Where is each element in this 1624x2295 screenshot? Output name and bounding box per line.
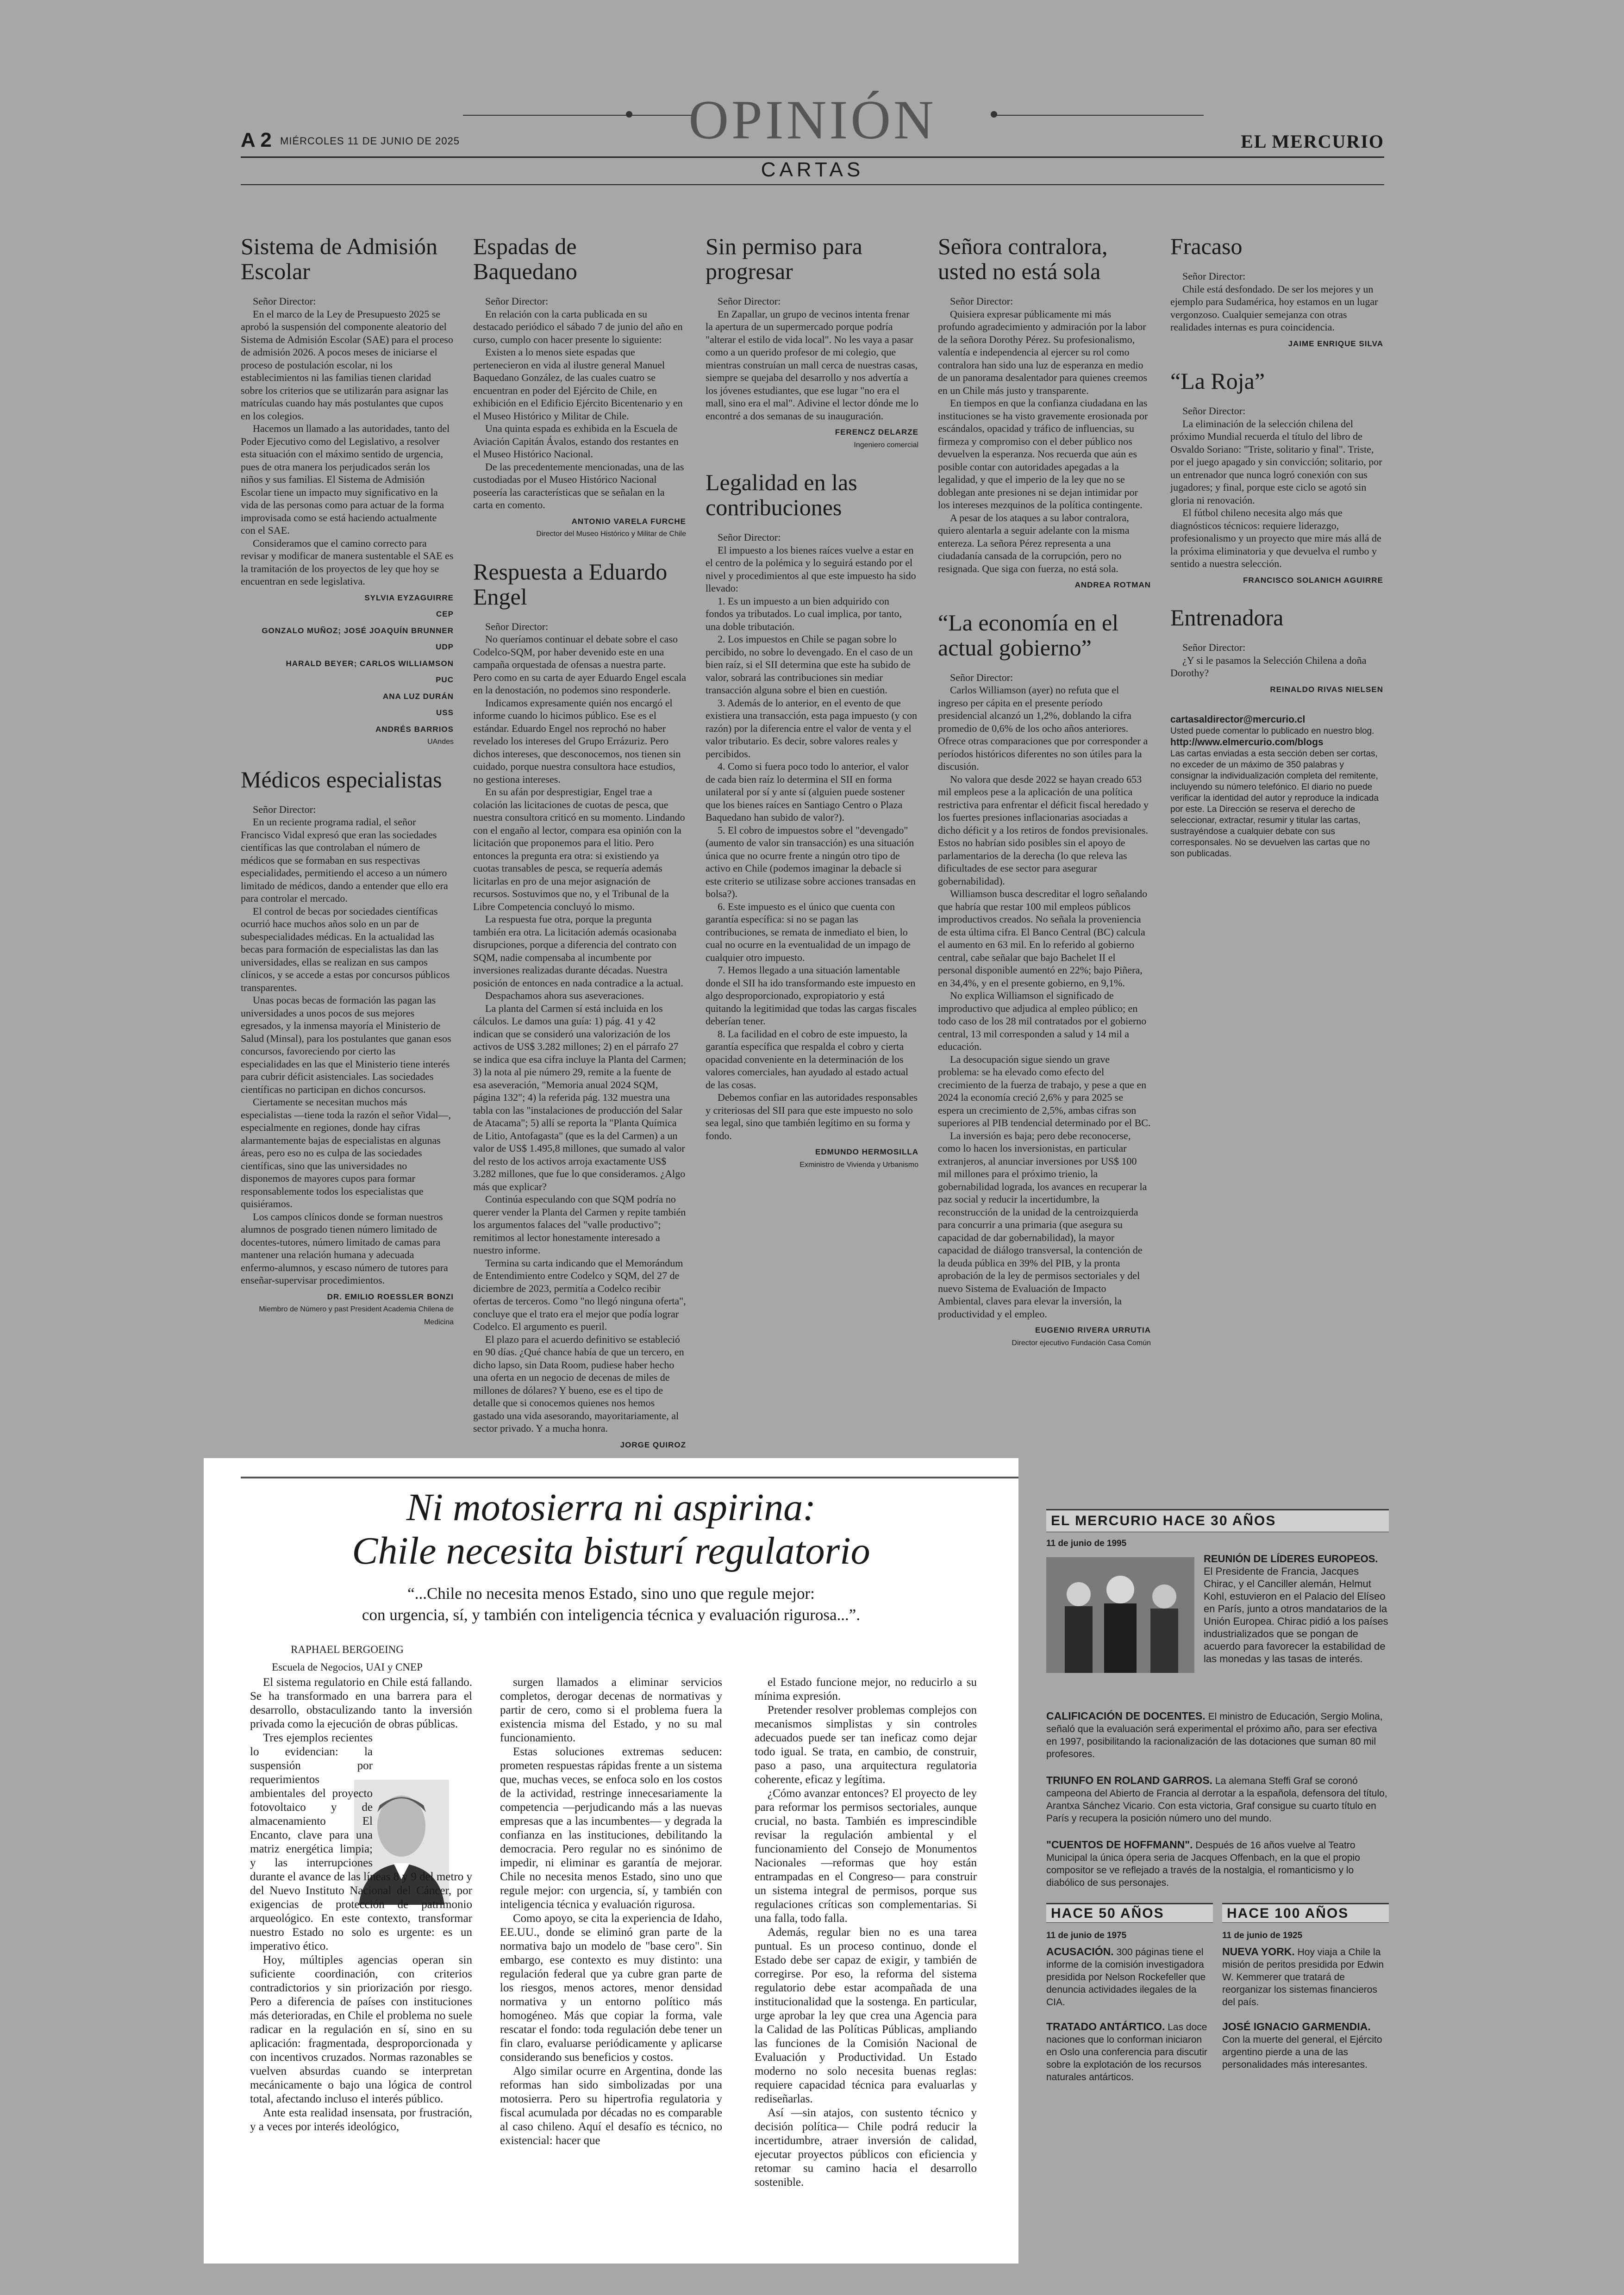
letter [938,610,1151,1368]
letter [1170,368,1383,605]
hace-30-item-text: La alemana Steffi Graf se coronó campeona del Abierto de Francia al derrotar a la española, defensora del título, Arantxa Sánchez Vicario. Con esta victoria, Graf consigue su cuarto título en París y recupera la posición número uno del mundo. [1046,1776,1387,1824]
hace-50-item [1046,2021,1213,2083]
hace-50-item-head: TRATADO ANTÁRTICO. [1046,2021,1165,2033]
letter-affiliation: Director ejecutivo Fundación Casa Común [1012,1339,1151,1347]
contact-policy: Las cartas enviadas a esta sección deben ser cortas, no exceder de un máximo de 350 palabras y consignar la individualización completa del remitente, incluyendo su número telefónico. El diario no puede verificar la identidad del autor y reproduce la indicada por este. La Dirección se reserva el derecho de seleccionar, extractar, resumir y titular las cartas, sustrayéndose a cualquier debate con sus corresponsales. No se devuelven las cartas que no son publicadas. [1170,749,1379,859]
letter-paragraph: 3. Además de lo anterior, en el evento de que existiera una transacción, esta paga impuesto (y con razón) por la diferencia entre el valor de venta y el valor tributario. Es decir, sobre valores reales y percibidos. [706,697,917,760]
letter-paragraph: 8. La facilidad en el cobro de este impuesto, la garantía específica que respalda el cobro y cierta opacidad conveniente en la determinación de los valores comerciales, han ayudado al estado actual de las cosas. [706,1028,908,1091]
article-byline [250,1641,444,1676]
letter-salutation: Señor Director: [1182,405,1246,417]
letter-spacer [1170,350,1383,368]
letter-paragraph: Williamson busca descreditar el logro señalando que habría que restar 100 mil empleos públicos improductivos creados. No señala la proveniencia de esta última cifra. El Banco Central (BC) calcula el aumento en 63 mil. En lo referido al gobierno central, cabe señalar que bajo Bachelet II el personal disponible aumentó en 22%; bajo Piñera, en 34,4%, y en el presente gobierno, en 9,1%. [938,888,1148,989]
header-divider [241,156,1384,158]
letter-salutation: Señor Director: [485,620,549,632]
letter-paragraph: En su afán por desprestigiar, Engel trae a colación las licitaciones de cuotas de pesca, que nuestra consultora criticó en su momento. Lindando con el engaño al lector, compara esa opinión con la licitación que proponemos para el litio. Pero entonces la pregunta era otra: si existiendo ya cuotas transables de pesca, se requería además licitarlas en pro de una mejor asignación de recursos. Sostuvimos que no, y el Tribunal de la Libre Competencia concluyó lo mismo. [473,786,685,912]
hace-30-items [1046,1710,1389,1889]
letter-salutation: Señor Director: [1182,270,1246,282]
article-top-rule [241,1477,1018,1478]
letter-salutation: Señor Director: [485,295,549,307]
letter-paragraph: Termina su carta indicando que el Memorándum de Entendimiento entre Codelco y SQM, del 27 de diciembre de 2023, permitía a Codelco recibir ofertas de terceros. Como "no llegó ninguna oferta", concluye que el trato era el mejor que podía lograr Codelco. El argumento es pueril. [473,1257,686,1332]
letter-paragraph: No explica Williamson el significado de improductivo que adjudica al empleo público; en todo caso de los 28 mil contratados por el gobierno central, 13 mil corresponden a salud y 14 mil a educación. [938,990,1147,1052]
hace-50-item-text: 300 páginas tiene el informe de la comisión investigadora presidida por Nelson Rockefeller que denuncia actividades ilegales de la CIA. [1046,1947,1206,2008]
letter [473,559,686,1503]
letter-paragraph: En Zapallar, un grupo de vecinos intenta frenar la apertura de un supermercado porque podría "alterar el estilo de vida local". No les vaya a pasar como a un querido profesor de mi colegio, que mientras construían un mall cerca de nuestras casas, siempre se quejaba del desarrollo y nos advertía a los jóvenes estudiantes, que ese lugar "no era el mall, sino era el mal". Adivine el lector dónde me lo encontré a dos semanas de su inauguración. [706,308,918,422]
pull-quote-line-1: “...Chile no necesita menos Estado, sino uno que regule mejor: [407,1584,815,1603]
letters-column-3 [706,234,918,1190]
letter-spacer [241,748,454,767]
article-paragraph: ¿Cómo avanzar entonces? El proyecto de ley para reformar los permisos sectoriales, aunque crucial, no basta. También es imprescindible revisar la regulación ambiental y el funcionamiento del Consejo de Monumentos Nacionales —reformas que hoy están entrampadas en el Congreso— para construir un sistema integral de permisos, porque sus regulaciones críticas son complementarias. Si una falla, todo falla. [755,1787,977,1925]
hace-100-item-head: JOSÉ IGNACIO GARMENDIA. [1222,2021,1371,2033]
contact-block [1170,714,1383,860]
letter-paragraph: La inversión es baja; pero debe reconocerse, como lo hacen los inversionistas, en particular extranjeros, al anunciar inversiones por US$ 100 mil millones para el próximo trienio, la gobernabilidad lograda, los avances en recuperar la paz social y reducir la incertidumbre, la reconstrucción de la unidad de la centroizquierda para concurrir a una primaria (que asegura su capacidad de dar gobernabilidad), la mayor capacidad de diálogo transversal, la contención de la deuda pública en 39% del PIB, y la pronta aprobación de la ley de permisos sectoriales y del nuevo Sistema de Evaluación de Impacto Ambiental, claves para elevar la inversión, la productividad y el empleo. [938,1129,1147,1320]
letter-paragraph: La desocupación sigue siendo un grave problema: se ha elevado como efecto del crecimiento de la fuerza de trabajo, y pese a que en 2024 la economía creció 2,6% y para 2025 se espera un crecimiento de 2,5%, ambas cifras son superiores al PIB tendencial determinado por el BC. [938,1053,1151,1129]
letter-spacer [1170,586,1383,605]
letter-paragraph: Quisiera expresar públicamente mi más profundo agradecimiento y admiración por la labor de la señora Dorothy Pérez. Su profesionalismo, valentía e independencia al ejercer su rol como contralora han sido una luz de esperanza en medio de un panorama desalentador para quienes creemos en un Chile más justo y transparente. [938,308,1148,396]
letter-spacer [241,1328,454,1347]
letter-title: Legalidad en las contribuciones [706,469,857,520]
subsection-title: CARTAS [761,158,864,181]
section-title: OPINIÓN [688,89,937,150]
hace-50-item [1046,1946,1213,2008]
letter-signature: CEP [436,610,454,618]
history-sidebar [1046,1509,1389,2162]
hace-30-date: 11 de junio de 1995 [1046,1539,1127,1548]
letter-paragraph: 7. Hemos llegado a una situación lamentable donde el SII ha ido transformando este impuesto en algo desproporcionado, expropiatorio y está quitando la legitimidad que todas las cargas fiscales deberían tener. [706,964,917,1027]
letter-signature: ANDRÉS BARRIOS [375,724,454,734]
letter [473,234,686,559]
letter-paragraph: Hacemos un llamado a las autoridades, tanto del Poder Ejecutivo como del Legislativo, a resolver esta situación con el máximo sentido de urgencia, pues de otra manera los perjudicados serán los niños y sus familias. El Sistema de Admisión Escolar tiene un impacto muy significativo en la vida de las personas como para actuar de la forma improvisada como se está haciendo actualmente con el SAE. [241,423,450,536]
hace-50-block [1046,1903,1213,2095]
letter-signature: EUGENIO RIVERA URRUTIA [1035,1326,1151,1335]
letter-signature: SYLVIA EYZAGUIRRE [364,593,454,602]
letter-salutation: Señor Director: [253,803,316,815]
article-column-1 [250,1676,472,2134]
letter-paragraph: La respuesta fue otra, porque la pregunta también era otra. La licitación además ocasionaba disrupciones, porque a diferencia del contrato con SQM, nadie compensaba al incumbente por inversiones realizadas durante décadas. Nuestra posición de entonces en nada contradice a la actual. [473,913,683,989]
letter-paragraph: Una quinta espada es exhibida en la Escuela de Aviación Capitán Ávalos, estando dos restantes en el Museo Histórico Nacional. [473,423,679,460]
letter-paragraph: 2. Los impuestos en Chile se pagan sobre lo percibido, no sobre lo devengado. En el caso de un bien raíz, si el SII determina que este ha subido de valor, sobrará las contribuciones sin mediar transacción alguna sobre el bien en cuestión. [706,633,913,696]
letter-paragraph: Ciertamente se necesitan muchos más especialistas —tiene toda la razón el señor Vidal—, especialmente en regiones, donde hay cifras alarmantemente bajas de especialistas en algunas áreas, pero eso no es culpa de las sociedades científicas, sino que las universidades no disponemos de mayores cupos para formar responsablemente todos los especialistas que quisiéramos. [241,1096,451,1210]
hace-100-item-text: Hoy viaja a Chile la misión de peritos presidida por Edwin W. Kemmerer que tratará de reorganizar los sistemas financieros del país. [1222,1947,1384,2008]
letter-signature: ANTONIO VARELA FURCHE [571,517,686,526]
letter-signature: DR. EMILIO ROESSLER BONZI [327,1292,454,1301]
article-paragraph: Pretender resolver problemas complejos con mecanismos simplistas y sin controles adecuados puede ser tan ineficaz como dejar todo igual. Se trata, en cambio, de construir, paso a paso, una arquitectura regulatoria coherente, eficaz y legítima. [755,1704,977,1786]
letters-column-4 [938,234,1151,1368]
page-number: A 2 [241,129,272,151]
article-paragraph: Además, regular bien no es una tarea puntual. Es un proceso continuo, donde el Estado debe ser capaz de exigir, y también de corregirse. Por eso, la reforma del sistema regulatorio debe estar acompañada de una institucionalidad que la sostenga. En particular, urge aprobar la ley que crea una Agencia para la Calidad de las Políticas Públicas, ampliando las funciones de la Comisión Nacional de Evaluación y Productividad. Un Estado moderno no solo necesita buenas reglas: requiere capacidad técnica para evaluarlas y rediseñarlas. [755,1926,977,2105]
letter-title: Sin permiso para progresar [706,233,862,284]
contact-blog-url: http://www.elmercurio.com/blogs [1170,737,1324,748]
article-paragraph: El sistema regulatorio en Chile está fallando. Se ha transformado en una barrera para el desarrollo, obstaculizando tanto la inversión privada como la ejecución de obras públicas. [250,1676,472,1730]
letter-paragraph: Existen a lo menos siete espadas que pertenecieron en vida al ilustre general Manuel Baquedano González, de las cuales cuatro se encuentran en poder del Ejército de Chile, en exhibición en el Edificio Ejército Bicentenario y en el Museo Histórico y Militar de Chile. [473,346,683,422]
letter-title: Médicos especialistas [241,766,442,792]
hace-30-item [1046,1774,1389,1825]
article-paragraph: Algo similar ocurre en Argentina, donde las reformas han sido simbolizadas por una motosierra. Pero su hipertrofia regulatoria y fiscal acumulada por décadas no es comparable al caso chileno. Aquí el desafío es técnico, no existencial: hacer que [500,2065,722,2147]
letter [241,234,454,767]
hace-30-lead-body: El Presidente de Francia, Jacques Chirac, y el Canciller alemán, Helmut Kohl, estuvieron en el Palacio del Elíseo en París, junto a otros mandatarios de la Unión Europea. Chirac pidió a los países industrializados que se pongan de acuerdo para favorecer la estabilidad de las monedas y las tasas de interés. [1204,1565,1388,1665]
letter-affiliation: Ingeniero comercial [854,441,918,449]
letter-paragraph: 6. Este impuesto es el único que cuenta con garantía específica: si no se pagan las contribuciones, se remata de inmediato el bien, lo cual no ocurre en la eventualidad de un impago de cualquier otro impuesto. [706,900,911,963]
article-paragraph: Hoy, múltiples agencias operan sin suficiente coordinación, con criterios contradictorios y sin priorización por riesgo. Pero a diferencia de países con instituciones más deterioradas, en Chile el problema no suele radicar en la regulación en sí, sino en su aplicación: fragmentada, desproporcionada y con incentivos cruzados. Normas razonables se vuelven absurdas cuando se interpretan mecánicamente o bajo una lógica de control total, afectando incluso el interés público. [250,1954,472,2105]
article-pull-quote [204,1583,1018,1626]
letter-affiliation: Exministro de Vivienda y Urbanismo [800,1160,918,1169]
letter-spacer [473,541,686,559]
letter-paragraph: 5. El cobro de impuestos sobre el "devengado" (aumento de valor sin transacción) es una situación única que no ocurre frente a ningún otro tipo de activo en Chile (podemos imaginar la debacle si este criterio se utilizase sobre acciones transadas en bolsa?). [706,824,916,899]
hace-100-item-head: NUEVA YORK. [1222,1946,1295,1958]
letter-paragraph: ¿Y si le pasamos la Selección Chilena a doña Dorothy? [1170,654,1367,679]
article-paragraph: Así —sin atajos, con sustento técnico y decisión política— Chile podrá reducir la incertidumbre, atraer inversión de calidad, ejecutar proyectos públicos con eficiencia y retomar su camino hacia el desarrollo sostenible. [755,2107,977,2189]
history-bottom [1046,1903,1389,2162]
letter-paragraph: 1. Es un impuesto a un bien adquirido con fondos ya tributados. Lo cual implica, por tanto, una doble tributación. [706,595,902,632]
hace-50-date: 11 de junio de 1975 [1046,1931,1127,1940]
letter [1170,234,1383,368]
letter-salutation: Señor Director: [950,671,1013,683]
hace-100-items [1222,1946,1389,2071]
photo-wrap-spacer [373,1734,472,1857]
letter-paragraph: Debemos confiar en las autoridades responsables y criteriosas del SII para que este impuesto no solo sea legal, sino que también legítimo en su forma y fondo. [706,1091,918,1141]
letter-paragraph: El fútbol chileno necesita algo más que diagnósticos técnicos: requiere liderazgo, profesionalismo y un proyecto que mire más allá de la próxima eliminatoria y que devuelva el rumbo y sentido a nuestra selección. [1170,507,1381,569]
article-paragraph: Ante esta realidad insensata, por frustración, y a veces por interés ideológico, [250,2107,472,2133]
letter-signature: ANDREA ROTMAN [1074,580,1151,589]
letter-signature: FERENCZ DELARZE [835,428,918,437]
letter-signature: ANA LUZ DURÁN [382,692,454,701]
hace-50-items [1046,1946,1213,2083]
letter-affiliation: Miembro de Número y past President Academia Chilena de Medicina [259,1305,454,1326]
hace-50-item-head: ACUSACIÓN. [1046,1946,1114,1958]
letter-salutation: Señor Director: [718,531,781,543]
letter-signature: UDP [436,642,454,651]
letter-paragraph: En un reciente programa radial, el señor Francisco Vidal expresó que eran las sociedades científicas las que controlaban el número de médicos que se formaban en sus respectivas especialidades, permitiendo el acceso a un número limitado de médicos, dando a entender que ello era para controlar el mercado. [241,816,448,904]
letter-signature: JORGE QUIROZ [620,1440,686,1449]
article-title-line-2: Chile necesita bisturí regulatorio [352,1529,870,1572]
hace-100-item [1222,1946,1389,2008]
hace-30-lead [1046,1553,1389,1710]
article-title-line-1: Ni motosierra ni aspirina: [406,1486,816,1529]
letter-paragraph: No valora que desde 2022 se hayan creado 653 mil empleos pese a la aplicación de una política restrictiva para enfrentar el déficit fiscal heredado y los fuertes presiones inflacionarias asociadas a dicho déficit y a los retiros de fondos previsionales. Estos no habrían sido posibles sin el apoyo de parlamentarios de la derecha (lo que releva las dificultades de ese sector para asegurar gobernabilidad). [938,773,1149,887]
letter-title: Respuesta a Eduardo Engel [473,558,668,610]
letter [1170,605,1383,714]
letter-paragraph: Unas pocas becas de formación las pagan las universidades a unos pocos de sus mejores egresados, y la inmensa mayoría el Ministerio de Salud (Minsal), para los postulantes que ganan esos concursos, favoreciendo por cierto las especialidades en las que el Ministerio tiene interés para cubrir déficit asistenciales. Las sociedades científicas no participan en dichos concursos. [241,994,451,1095]
article-column-3 [755,1676,977,2189]
newspaper-brand: EL MERCURIO [1241,131,1384,152]
hace-30-item-text: El ministro de Educación, Sergio Molina, señaló que la evaluación será experimental el próximo año, para ser efectiva en 1997, posibilitando la racionalización de las dotaciones que suman 80 mil profesores. [1046,1711,1383,1759]
letter-paragraph: Indicamos expresamente quién nos encargó el informe cuando lo hicimos público. Ese es el estándar. Eduardo Engel nos reprochó no haber revelado los intereses del Grupo Errázuriz. Pero dichos intereses, que desconocemos, nos tienen sin cuidado, porque nuestra consultora hace estudios, no gestiona intereses. [473,697,681,785]
letter-salutation: Señor Director: [950,295,1013,307]
article-paragraph: Tres ejemplos recientes lo evidencian: la suspensión por requerimientos ambientales del proyecto fotovoltaico y de almacenamiento El Encanto, clave para una matriz energética limpia; y las interrupciones durante el avance de las líneas 8 y 9 del metro y del Nuevo Instituto Nacional del Cáncer, por exigencias de protección de patrimonio arqueológico. En este contexto, transformar nuestro Estado no solo es urgente: es un imperativo ético. [250,1732,472,1952]
letter-salutation: Señor Director: [1182,642,1246,653]
hace-30-lead-head: REUNIÓN DE LÍDERES EUROPEOS. [1204,1553,1378,1565]
hace-100-header: HACE 100 AÑOS [1222,1903,1389,1923]
letter-paragraph: Consideramos que el camino correcto para revisar y modificar de manera sustentable el SAE es la tramitación de los proyectos de ley que hoy se encuentran en sede legislativa. [241,537,454,587]
hace-30-item [1046,1710,1389,1760]
pull-quote-line-2: con urgencia, sí, y también con inteligencia técnica y evaluación rigurosa...”. [362,1606,861,1624]
hace-100-date: 11 de junio de 1925 [1222,1931,1303,1940]
letters-column-5 [1170,234,1383,860]
author-affiliation: Escuela de Negocios, UAI y CNEP [272,1661,423,1673]
letter [938,234,1151,610]
hace-30-item-head: "CUENTOS DE HOFFMANN". [1046,1839,1193,1851]
hace-30-item-head: CALIFICACIÓN DE DOCENTES. [1046,1710,1206,1722]
leaders-photo-icon [1046,1557,1194,1673]
letter-paragraph: La planta del Carmen sí está incluida en los cálculos. Le damos una guía: 1) pág. 41 y 42 indican que se consideró una valorización de los activos de US$ 3.282 millones; 2) en el párrafo 27 se indica que esa cifra incluye la Planta del Carmen; 3) la nota al pie número 29, remite a la fuente de esa aseveración, "Memoria anual 2024 SQM, página 132"; 4) la referida pág. 132 muestra una tabla con las "instalaciones de producción del Salar de Atacama"; 5) allí se reporta la "Planta Química de Litio, Antofagasta" (que es la del Carmen) a un valor de US$ 1.495,8 millones, que sumado al valor del resto de los activos arroja exactamente US$ 3.282 millones, que fue lo que consideramos. ¿Algo más que explicar? [473,1002,686,1192]
hace-100-item [1222,2021,1389,2071]
letter-paragraph: La eliminación de la selección chilena del próximo Mundial recuerda el título del libro de Osvaldo Soriano: "Triste, solitario y final". Triste, por el juego apagado y sin convicción; solitario, por un entrenador que nunca logró conexión con sus jugadores; y final, porque este ciclo se agotó sin gloria ni renovación. [1170,418,1382,506]
article-paragraph: el Estado funcione mejor, no reducirlo a su mínima expresión. [755,1676,977,1703]
letter-paragraph: El impuesto a los bienes raíces vuelve a estar en el centro de la polémica y lo seguirá estando por el nivel y procedimientos al que este impuesto ha sido llevado: [706,544,916,594]
hace-100-item-text: Con la muerte del general, el Ejército argentino pierde a una de las personalidades más interesantes. [1222,2034,1382,2070]
letter-spacer [938,592,1151,610]
letter-paragraph: De las precedentemente mencionadas, una de las custodiadas por el Museo Histórico Nacional poseería las características que se señalan en la carta en comento. [473,461,684,511]
letter-signature: REINALDO RIVAS NIELSEN [1270,685,1383,694]
letter-paragraph: No queríamos continuar el debate sobre el caso Codelco-SQM, por haber devenido este en una campaña orquestada de ofensas a nuestra parte. Pero como en su carta de ayer Eduardo Engel escala en la denostación, no podemos sino responderle. [473,633,686,696]
letter-salutation: Señor Director: [253,295,316,307]
hace-50-header: HACE 50 AÑOS [1046,1903,1213,1923]
article-paragraph: Estas soluciones extremas seducen: prometen respuestas rápidas frente a un sistema que, muchas veces, se enfoca solo en los costos de la actividad, restringe innecesariamente la competencia —perjudicando más a las nuevas empresas que a las incumbentes— y degrada la confianza en las instituciones, debilitando la democracia. Pero regular no es sinónimo de impedir, ni eliminar es garantía de mejorar. Chile no necesita menos Estado, sino uno que regule mejor: con urgencia, sí, y también con inteligencia técnica y evaluación rigurosa. [500,1746,722,1911]
opinion-article [204,1458,1018,2264]
newspaper-page [241,89,1384,1449]
letter-paragraph: Continúa especulando con que SQM podría no querer vender la Planta del Carmen y repite también los argumentos falaces del "valle productivo"; remitimos al lector honestamente interesado a nuestro informe. [473,1193,686,1256]
letter-signature: EDMUNDO HERMOSILLA [815,1148,918,1156]
letter-paragraph: El control de becas por sociedades científicas ocurrió hace muchos años solo en un par de subespecialidades médicas. En la actualidad las becas para formación de especialistas las dan las universidades, ellas se realizan en sus campos clínicos, y se accede a estas por concursos públicos transparentes. [241,905,450,993]
hace-50-item-text: Las doce naciones que lo conforman iniciaron en Oslo una conferencia para discutir sobre la explotación de los recursos naturales antárticos. [1046,2022,1207,2083]
letters-column-1 [241,234,454,1347]
contact-blog-note: Usted puede comentar lo publicado en nuestro blog. [1170,726,1374,736]
letter-affiliation: UAndes [427,738,454,746]
letter-title: Sistema de Admisión Escolar [241,233,437,284]
hace-30-item [1046,1839,1389,1889]
article-title [204,1486,1018,1573]
hace-30-lead-text [1204,1553,1389,1665]
letter-paragraph: A pesar de los ataques a su labor contralora, quiero alentarla a seguir adelante con la misma entereza. La señora Pérez representa a una ciudadanía cansada de la corrupción, pero no resignada. Que siga con fuerza, no está sola. [938,511,1130,574]
letter-spacer [706,451,918,470]
letter-spacer [1170,696,1383,714]
hace-100-block [1222,1903,1389,2083]
letter-signature: USS [436,708,454,717]
letter-paragraph: El plazo para el acuerdo definitivo se estableció en 90 días. ¿Qué chance había de que un tercero, en dicho lapso, sin Data Room, pudiese haber hecho una oferta en un negocio de decenas de miles de millones de dólares? Y bueno, ese es el tipo de detalle que si conocemos quienes nos hemos gastado una vida asesorando, mayoritariamente, al sector privado. Y a mucha honra. [473,1333,684,1434]
letter-title: “La economía en el actual gobierno” [938,609,1119,661]
hace-30-header: EL MERCURIO HACE 30 AÑOS [1046,1509,1389,1532]
letter-spacer [938,1349,1151,1368]
page-date: MIÉRCOLES 11 DE JUNIO DE 2025 [280,135,460,147]
letter-salutation: Señor Director: [718,295,781,307]
letter-title: Fracaso [1170,233,1243,259]
letter-signature: GONZALO MUÑOZ; JOSÉ JOAQUÍN BRUNNER [262,626,454,635]
letter-paragraph: En relación con la carta publicada en su destacado periódico el sábado 7 de junio del año en curso, cumplo con hacer presente lo siguiente: [473,308,683,345]
letters-column-2 [473,234,686,1503]
author-name: RAPHAEL BERGOEING [291,1644,404,1655]
article-paragraph: surgen llamados a eliminar servicios completos, derogar decenas de normativas y partir de cero, como si el problema fuera la existencia misma del Estado, y no su mal funcionamiento. [500,1676,722,1744]
letter-paragraph: Chile está desfondado. De ser los mejores y un ejemplo para Sudamérica, hoy estamos en un lugar vergonzoso. Cualquier semejanza con otras realidades internas es pura coincidencia. [1170,283,1378,333]
letter-paragraph: Los campos clínicos donde se forman nuestros alumnos de posgrado tienen número limitado de docentes-tutores, número limitado de camas para mantener una relación humana y adecuada enfermo-alumnos, y escaso número de tutores para enseñar-supervisar procedimientos. [241,1210,448,1286]
article-paragraph: Como apoyo, se cita la experiencia de Idaho, EE.UU., donde se eliminó gran parte de la normativa bajo un modelo de "base cero". Sin embargo, ese contexto es muy distinto: una regulación federal que ya cubre gran parte de los riesgos, menos actores, menor densidad normativa y un entorno político más homogéneo. Más que copiar la forma, vale rescatar el fondo: toda regulación debe tener un fin claro, evaluarse periódicamente y aplicarse considerando sus beneficios y costos. [500,1912,722,2064]
article-column-2 [500,1676,722,2148]
letter [706,234,918,470]
contact-email: cartasaldirector@mercurio.cl [1170,714,1305,725]
letter-signature: HARALD BEYER; CARLOS WILLIAMSON [286,659,454,668]
letter-title: Entrenadora [1170,605,1284,630]
letter-signature: JAIME ENRIQUE SILVA [1288,339,1383,348]
letter-title: Espadas de Baquedano [473,233,577,284]
letter-paragraph: Carlos Williamson (ayer) no refuta que el ingreso per cápita en el presente período presidencial alcanzó un 1,2%, doblando la cifra promedio de 0,6% de los ocho años anteriores. Ofrece otras comparaciones que por corresponder a períodos históricos diferentes no son útiles para la discusión. [938,684,1148,772]
letter-paragraph: 4. Como si fuera poco todo lo anterior, el valor de cada bien raíz lo determina el SII en forma unilateral por sí y ante sí (alguien puede sostener que los bienes raíces en Santiago Centro o Plaza Baquedano han subido de valor?). [706,761,909,823]
letter-title: Señora contralora, usted no está sola [938,233,1108,284]
letter-signature: FRANCISCO SOLANICH AGUIRRE [1243,575,1383,585]
letter [706,470,918,1190]
letter-title: “La Roja” [1170,368,1265,394]
letter-spacer [706,1171,918,1190]
letter-paragraph: Despachamos ahora sus aseveraciones. [485,990,644,1001]
hace-30-item-text: Después de 16 años vuelve al Teatro Municipal la única ópera seria de Jacques Offenbach, en la que el propio compositor se ve reflejado a través de la nostalgia, el romanticismo y lo diabólico de sus personajes. [1046,1840,1360,1888]
letter-paragraph: En el marco de la Ley de Presupuesto 2025 se aprobó la suspensión del componente aleatorio del Sistema de Admisión Escolar (SAE) para el proceso de admisión 2026. A pocos meses de iniciarse el proceso de postulación escolar, ni los establecimientos ni las familias tienen claridad sobre los criterios que se utilizarán para asignar las matrículas cuando hay más postulantes que cupos en los colegios. [241,308,453,422]
letter-affiliation: Director del Museo Histórico y Militar de Chile [536,530,686,538]
hace-30-item-head: TRIUNFO EN ROLAND GARROS. [1046,1774,1213,1786]
letter-paragraph: En tiempos en que la confianza ciudadana en las instituciones se ha visto gravemente erosionada por escándalos, opacidad y tráfico de influencias, su firmeza y compromiso con el deber público nos devuelven la esperanza. Nos recuerda que aún es posible contar con autoridades apegadas a la legalidad, y que el imperio de la ley que no se doblegan ante presiones ni se dejan intimidar por los intereses mezquinos de la política contingente. [938,397,1148,511]
letters-columns [241,233,1384,1449]
letter [241,767,454,1347]
letter-signature: PUC [436,675,454,684]
